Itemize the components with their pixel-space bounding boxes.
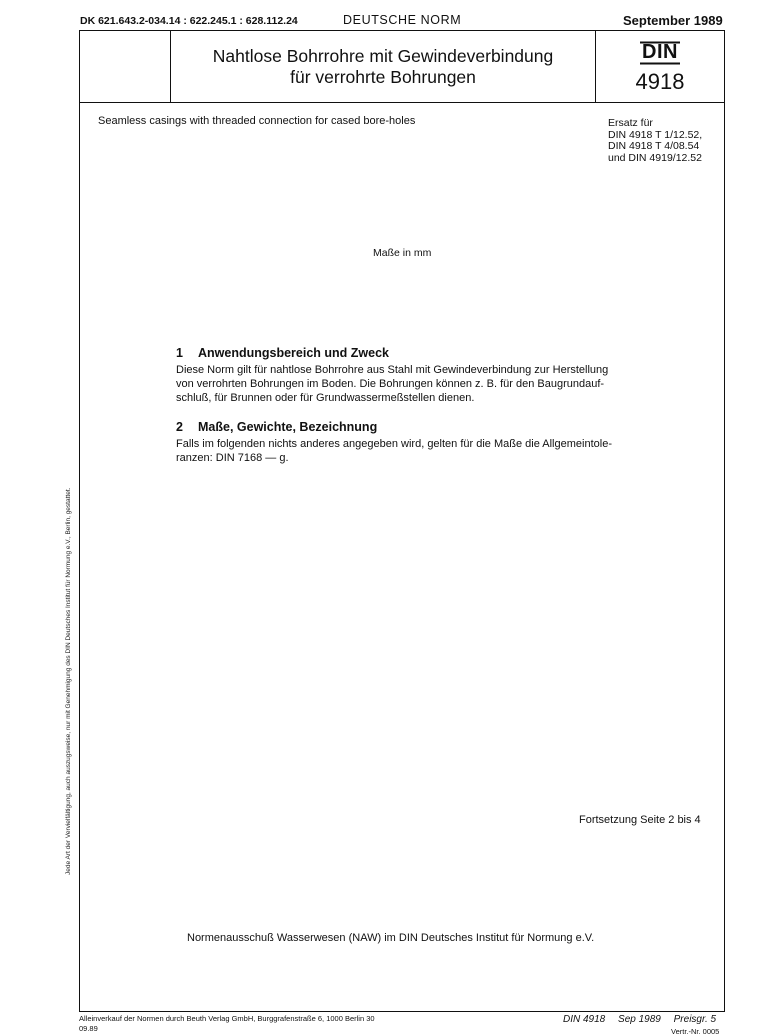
title-line-1: Nahtlose Bohrrohre mit Gewindeverbindung xyxy=(212,46,554,66)
document-title xyxy=(172,46,594,88)
din-logo-text: DIN xyxy=(642,41,678,63)
section-2-body xyxy=(176,437,612,465)
header-divider xyxy=(79,102,725,103)
replaces-block xyxy=(608,118,702,164)
section-2-line: ranzen: DIN 7168 — g. xyxy=(176,452,289,464)
copyright-side-note: Jede Art der Vervielfältigung, auch auszugsweise, nur mit Genehmigung des DIN Deutsches Institut für Normung e.V., Berlin, gestattet. xyxy=(65,487,72,875)
footer-publisher: Alleinverkauf der Normen durch Beuth Verlag GmbH, Burggrafenstraße 6, 1000 Berlin 30 xyxy=(79,1014,375,1023)
page-frame xyxy=(79,30,725,1012)
section-1-heading xyxy=(176,346,389,360)
replaces-line-2: DIN 4918 T 1/12.52, xyxy=(608,128,703,141)
title-line-2: für verrohrte Bohrungen xyxy=(290,67,476,87)
section-1-line: schluß, für Brunnen oder für Grundwassermeßstellen dienen. xyxy=(176,392,475,404)
dk-classification: DK 621.643.2-034.14 : 622.245.1 : 628.112.24 xyxy=(80,15,298,27)
section-1-line: von verrohrten Bohrungen im Boden. Die Bohrungen können z. B. für den Baugrundauf- xyxy=(176,378,605,390)
footer-code: 09.89 xyxy=(79,1024,98,1033)
section-2-number: 2 xyxy=(176,420,183,434)
din-number: 4918 xyxy=(635,69,685,94)
continuation-note: Fortsetzung Seite 2 bis 4 xyxy=(579,814,701,826)
header-divider-left xyxy=(170,30,171,103)
footer-price: Preisgr. 5 xyxy=(673,1014,717,1025)
footer-date: Sep 1989 xyxy=(618,1014,661,1025)
english-title: Seamless casings with threaded connection for cased bore-holes xyxy=(98,115,416,127)
footer-doc-info xyxy=(563,1014,716,1025)
section-2-line: Falls im folgenden nichts anderes angegeben wird, gelten für die Maße die Allgemeintole- xyxy=(176,438,612,450)
section-1-body xyxy=(176,363,608,405)
norm-label: DEUTSCHE NORM xyxy=(343,13,462,27)
section-2-heading xyxy=(176,420,377,434)
replaces-line-3: DIN 4918 T 4/08.54 xyxy=(608,140,700,152)
header-divider-right xyxy=(595,30,596,103)
section-1-title: Anwendungsbereich und Zweck xyxy=(198,346,389,360)
footer-vertr: Vertr.-Nr. 0005 xyxy=(671,1027,720,1036)
section-1-number: 1 xyxy=(176,346,183,360)
issue-date: September 1989 xyxy=(623,13,723,28)
footer-doc: DIN 4918 xyxy=(563,1014,606,1025)
replaces-line-1: Ersatz für xyxy=(608,117,653,129)
section-1-line: Diese Norm gilt für nahtlose Bohrrohre aus Stahl mit Gewindeverbindung zur Herstellung xyxy=(176,364,609,376)
section-2-title: Maße, Gewichte, Bezeichnung xyxy=(198,420,378,434)
units-note: Maße in mm xyxy=(373,247,432,259)
replaces-line-4: und DIN 4919/12.52 xyxy=(608,151,702,164)
footer-publisher-block xyxy=(79,1014,375,1034)
committee-note: Normenausschuß Wasserwesen (NAW) im DIN Deutsches Institut für Normung e.V. xyxy=(187,932,595,944)
